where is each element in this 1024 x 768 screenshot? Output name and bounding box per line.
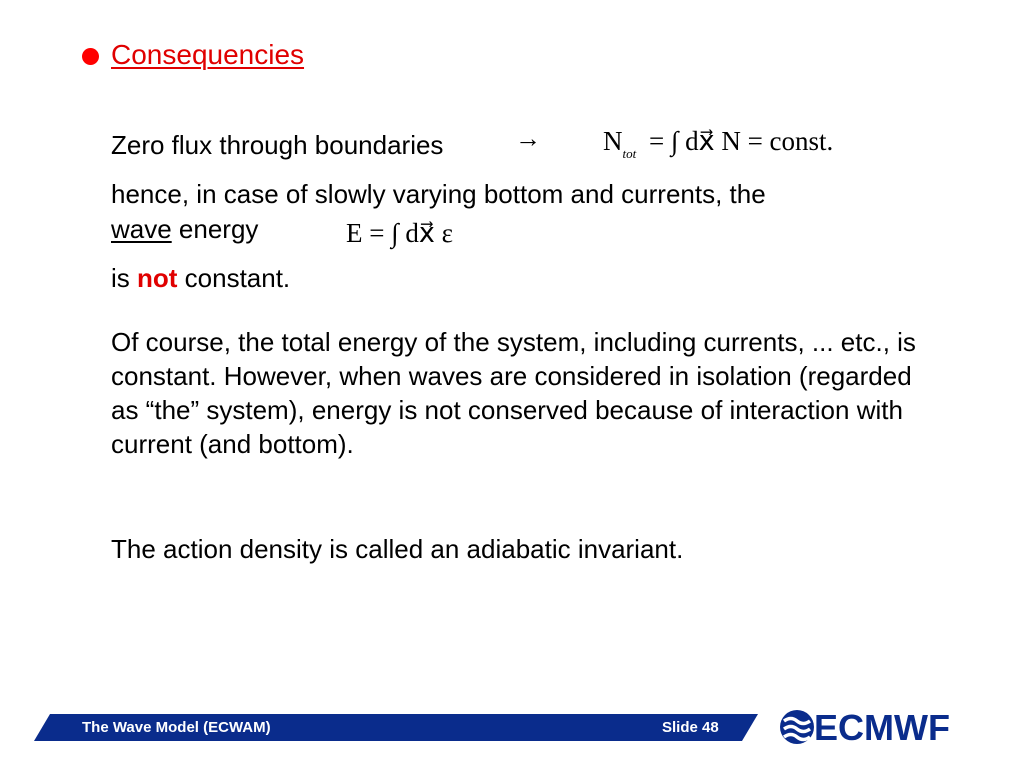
ecmwf-logo (778, 708, 974, 746)
wave-energy-line (111, 212, 258, 246)
hence-line: hence, in case of slowly varying bottom and currents, the (111, 179, 766, 209)
equation-ntot-symbol: N (603, 126, 623, 156)
adiabatic-paragraph: The action density is called an adiabatic invariant. (111, 534, 684, 564)
equation-ntot (603, 126, 833, 162)
constant-word: constant. (177, 263, 291, 293)
not-constant-line (111, 261, 290, 295)
footer-title: The Wave Model (ECWAM) (82, 719, 271, 736)
slide-number: Slide 48 (662, 719, 719, 736)
equation-energy: E = ∫ dx⃗ ε (346, 218, 453, 248)
total-energy-paragraph: Of course, the total energy of the system, including currents, ... etc., is constant. However, when waves are considered in isolation (regarded as “the” system), energy is not conserved because of interaction with current (and bottom). (111, 327, 916, 459)
not-word: not (137, 263, 178, 293)
energy-word: energy (171, 214, 259, 244)
slide-heading: Consequencies (111, 39, 305, 70)
right-arrow-icon: → (515, 123, 541, 153)
is-word: is (111, 263, 137, 293)
equation-ntot-subscript: tot (622, 146, 637, 161)
logo-text: ECMWF (814, 708, 950, 746)
equation-ntot-body: = ∫ dx⃗ N = const. (648, 126, 834, 156)
bullet-dot-icon (82, 48, 99, 65)
zero-flux-line: Zero flux through boundaries (111, 130, 444, 160)
wave-word: wave (111, 214, 172, 244)
